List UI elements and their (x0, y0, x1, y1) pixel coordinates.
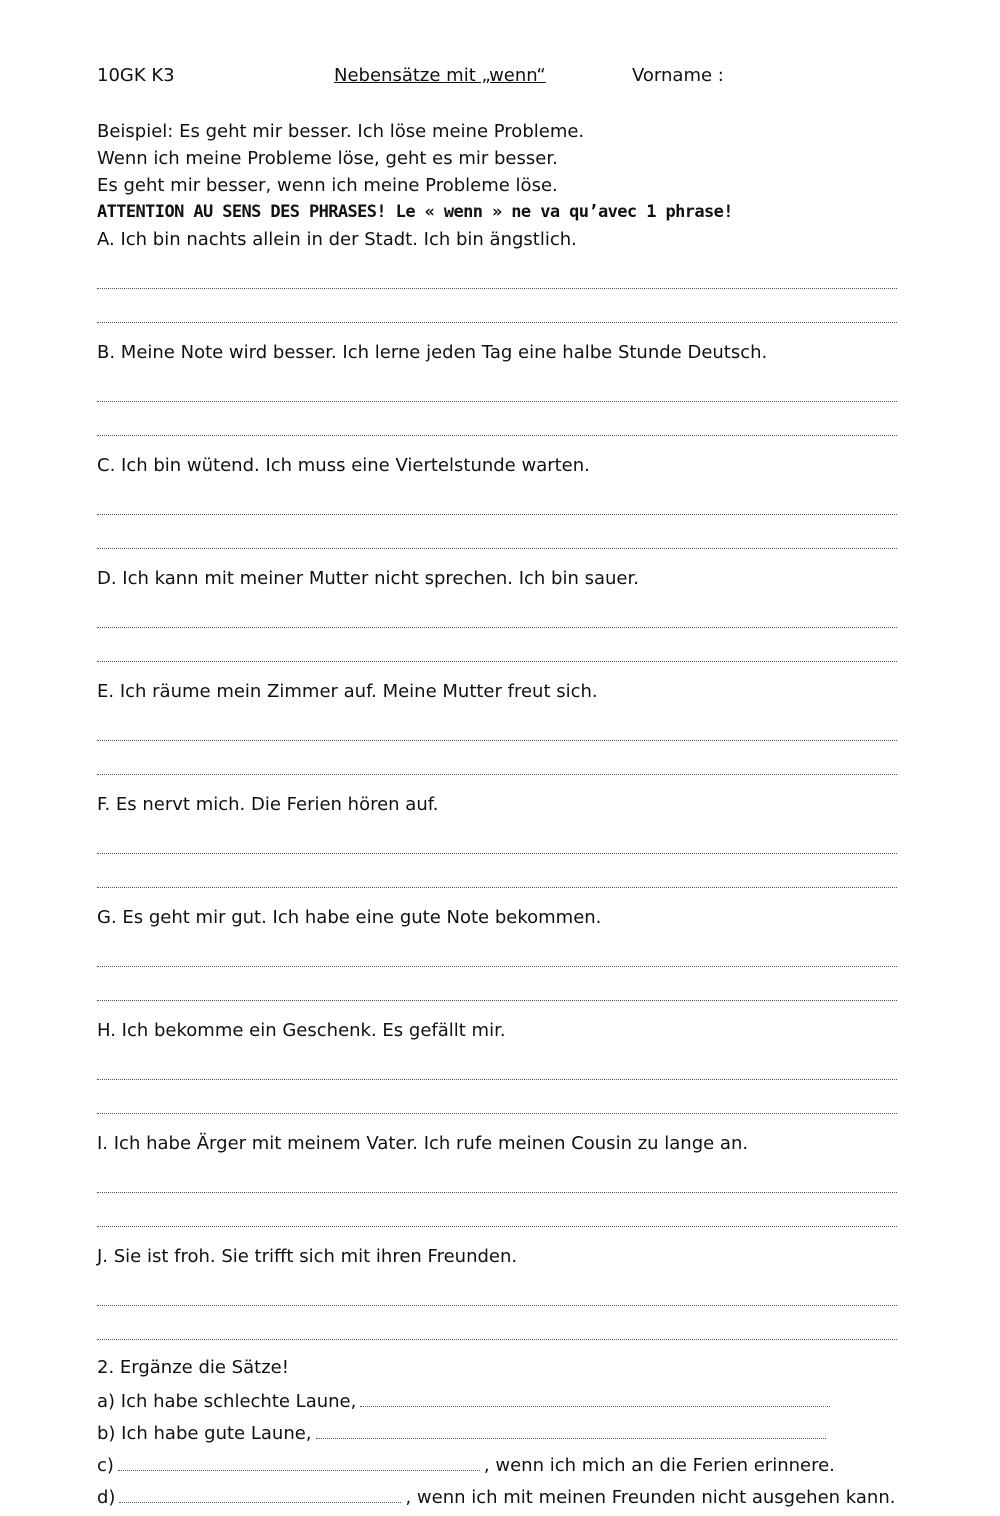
exercise-e (97, 678, 897, 791)
class-code: 10GK K3 (97, 65, 175, 86)
exercise-i (97, 1130, 897, 1243)
exercise-prompt: B. Meine Note wird besser. Ich lerne jeden Tag eine halbe Stunde Deutsch. (97, 342, 768, 363)
answer-line[interactable] (97, 402, 897, 436)
exercise-prompt: C. Ich bin wütend. Ich muss eine Viertelstunde warten. (97, 455, 590, 476)
answer-line[interactable] (97, 515, 897, 549)
answer-line[interactable] (97, 1270, 897, 1306)
exercise-prompt: A. Ich bin nachts allein in der Stadt. Ich bin ängstlich. (97, 229, 577, 250)
completion-b-blank[interactable] (316, 1420, 826, 1439)
example-line-1: Beispiel: Es geht mir besser. Ich löse meine Probleme. (97, 121, 585, 142)
completion-c-blank[interactable] (118, 1452, 480, 1471)
answer-line[interactable] (97, 1157, 897, 1193)
example-line-2: Wenn ich meine Probleme löse, geht es mir besser. (97, 148, 558, 169)
vorname-label: Vorname : (632, 65, 724, 86)
answer-line[interactable] (97, 967, 897, 1001)
exercise-prompt: I. Ich habe Ärger mit meinem Vater. Ich rufe meinen Cousin zu lange an. (97, 1133, 749, 1154)
exercise-f (97, 791, 897, 904)
answer-line[interactable] (97, 1306, 897, 1340)
completion-c (97, 1452, 897, 1484)
exercise-prompt: H. Ich bekomme ein Geschenk. Es gefällt mir. (97, 1020, 506, 1041)
completion-c-text: , wenn ich mich an die Ferien erinnere. (483, 1455, 835, 1476)
exercise-a (97, 226, 897, 339)
answer-line[interactable] (97, 366, 897, 402)
completion-d (97, 1484, 897, 1516)
answer-line[interactable] (97, 479, 897, 515)
completion-b-label: b) Ich habe gute Laune, (97, 1423, 312, 1444)
completion-a-label: a) Ich habe schlechte Laune, (97, 1391, 357, 1412)
completion-d-blank[interactable] (119, 1484, 401, 1503)
example-block (97, 118, 897, 226)
completion-c-label: c) (97, 1455, 114, 1476)
example-line-3: Es geht mir besser, wenn ich meine Probleme löse. (97, 175, 558, 196)
answer-line[interactable] (97, 854, 897, 888)
answer-line[interactable] (97, 818, 897, 854)
answer-line[interactable] (97, 1193, 897, 1227)
exercise-d (97, 565, 897, 678)
exercise-j (97, 1243, 897, 1340)
exercise-prompt: J. Sie ist froh. Sie trifft sich mit ihren Freunden. (97, 1246, 518, 1267)
completion-d-text: , wenn ich mit meinen Freunden nicht ausgehen kann. (405, 1487, 896, 1508)
completion-a (97, 1388, 897, 1420)
spacer (97, 92, 897, 118)
answer-line[interactable] (97, 289, 897, 323)
answer-line[interactable] (97, 1044, 897, 1080)
exercise-h (97, 1017, 897, 1130)
answer-line[interactable] (97, 705, 897, 741)
exercise-prompt: G. Es geht mir gut. Ich habe eine gute Note bekommen. (97, 907, 602, 928)
completion-a-blank[interactable] (360, 1388, 830, 1407)
exercise-g (97, 904, 897, 1017)
part2-completion (97, 1354, 897, 1516)
exercise-prompt: D. Ich kann mit meiner Mutter nicht sprechen. Ich bin sauer. (97, 568, 639, 589)
completion-d-label: d) (97, 1487, 116, 1508)
worksheet-title: Nebensätze mit „wenn“ (334, 65, 546, 86)
worksheet (97, 62, 897, 1516)
attention-note: ATTENTION AU SENS DES PHRASES! Le « wenn » ne va qu’avec 1 phrase! (97, 202, 733, 222)
exercise-c (97, 452, 897, 565)
answer-line[interactable] (97, 931, 897, 967)
exercise-b (97, 339, 897, 452)
answer-line[interactable] (97, 1080, 897, 1114)
exercise-prompt: E. Ich räume mein Zimmer auf. Meine Mutter freut sich. (97, 681, 598, 702)
answer-line[interactable] (97, 253, 897, 289)
part2-heading: 2. Ergänze die Sätze! (97, 1357, 289, 1378)
completion-b (97, 1420, 897, 1452)
answer-line[interactable] (97, 628, 897, 662)
header (97, 62, 897, 92)
answer-line[interactable] (97, 741, 897, 775)
exercise-prompt: F. Es nervt mich. Die Ferien hören auf. (97, 794, 439, 815)
answer-line[interactable] (97, 592, 897, 628)
